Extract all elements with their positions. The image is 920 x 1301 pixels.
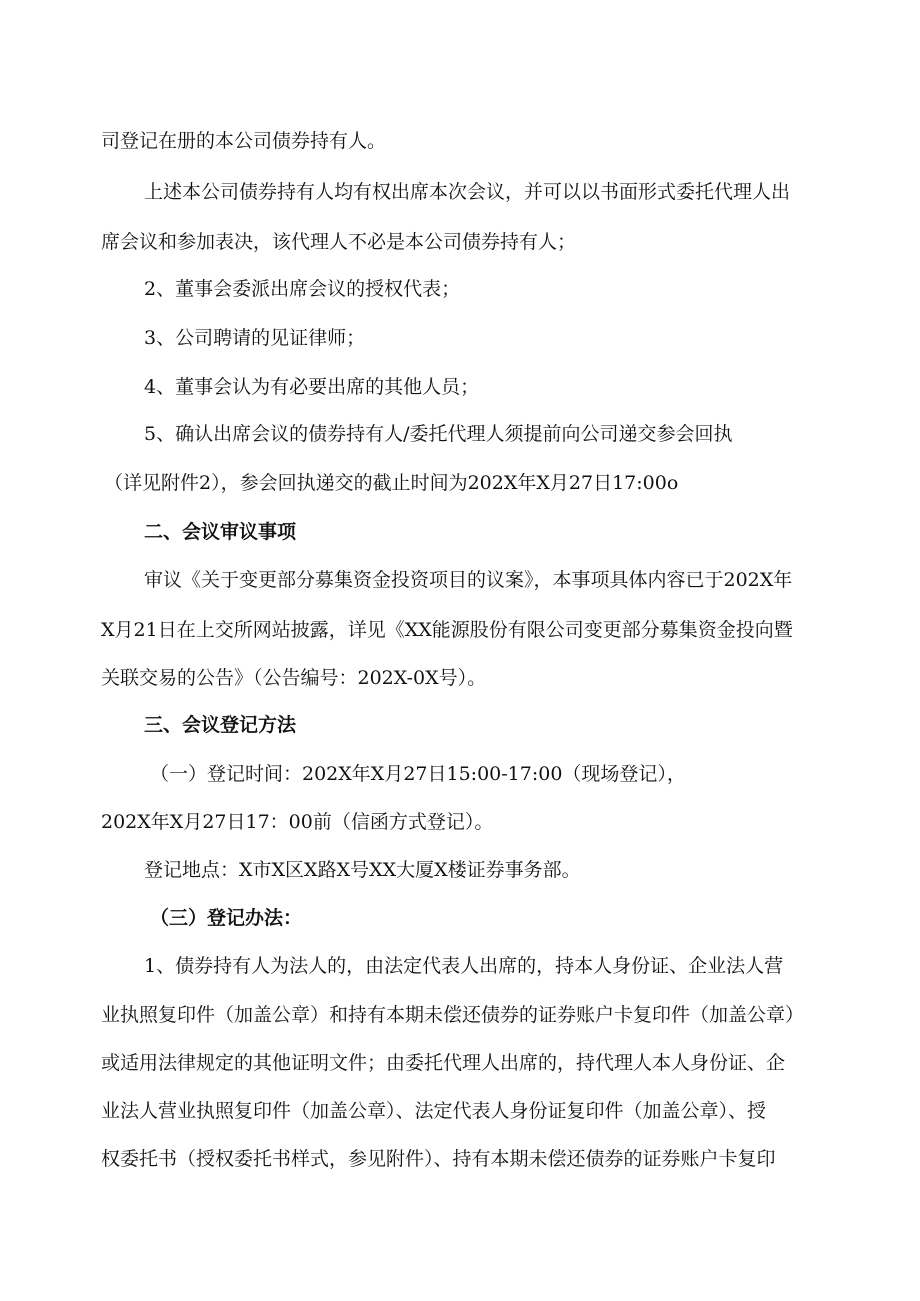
paragraph-line: X月21日在上交所网站披露，详见《XX能源股份有限公司变更部分募集资金投向暨 — [101, 619, 793, 641]
paragraph-line: 审议《关于变更部分募集资金投资项目的议案》，本事项具体内容已于202X年 — [144, 569, 793, 591]
paragraph-line: 关联交易的公告》（公告编号：202X-0X号）。 — [101, 667, 487, 689]
list-item: 3、公司聘请的见证律师； — [144, 327, 366, 349]
paragraph-line: 或适用法律规定的其他证明文件；由委托代理人出席的，持代理人本人身份证、企 — [101, 1052, 786, 1074]
subsection-heading: （三）登记办法： — [150, 907, 303, 929]
list-item: 2、董事会委派出席会议的授权代表； — [144, 278, 461, 300]
paragraph-line: 权委托书（授权委托书样式，参见附件）、持有本期未偿还债券的证券账户卡复印 — [101, 1148, 776, 1170]
paragraph-line: 席会议和参加表决，该代理人不必是本公司债券持有人； — [101, 231, 577, 253]
paragraph-line: 1、债券持有人为法人的，由法定代表人出席的，持本人身份证、企业法人营 — [144, 955, 784, 977]
paragraph-line: 202X年X月27日17：00前（信函方式登记）。 — [101, 811, 494, 833]
paragraph-line: 业执照复印件（加盖公章）和持有本期未偿还债券的证券账户卡复印件（加盖公章） — [101, 1004, 805, 1026]
paragraph-line: 登记地点：X市X区X路X号XX大厦X楼证券事务部。 — [144, 859, 581, 881]
paragraph-line: 上述本公司债券持有人均有权出席本次会议，并可以以书面形式委托代理人出 — [144, 181, 791, 203]
paragraph-line: （详见附件2），参会回执递交的截止时间为202X年X月27日17:00o — [104, 472, 679, 494]
section-heading: 二、会议审议事项 — [144, 521, 297, 543]
paragraph-line: 司登记在册的本公司债券持有人。 — [101, 130, 387, 152]
list-item: 4、董事会认为有必要出席的其他人员； — [144, 376, 480, 398]
section-heading: 三、会议登记方法 — [144, 714, 297, 736]
list-item: 5、确认出席会议的债券持有人/委托代理人须提前向公司递交参会回执 — [144, 423, 733, 445]
paragraph-line: （一）登记时间：202X年X月27日15:00-17:00（现场登记）， — [150, 763, 686, 785]
paragraph-line: 业法人营业执照复印件（加盖公章）、法定代表人身份证复印件（加盖公章）、授 — [101, 1100, 767, 1122]
